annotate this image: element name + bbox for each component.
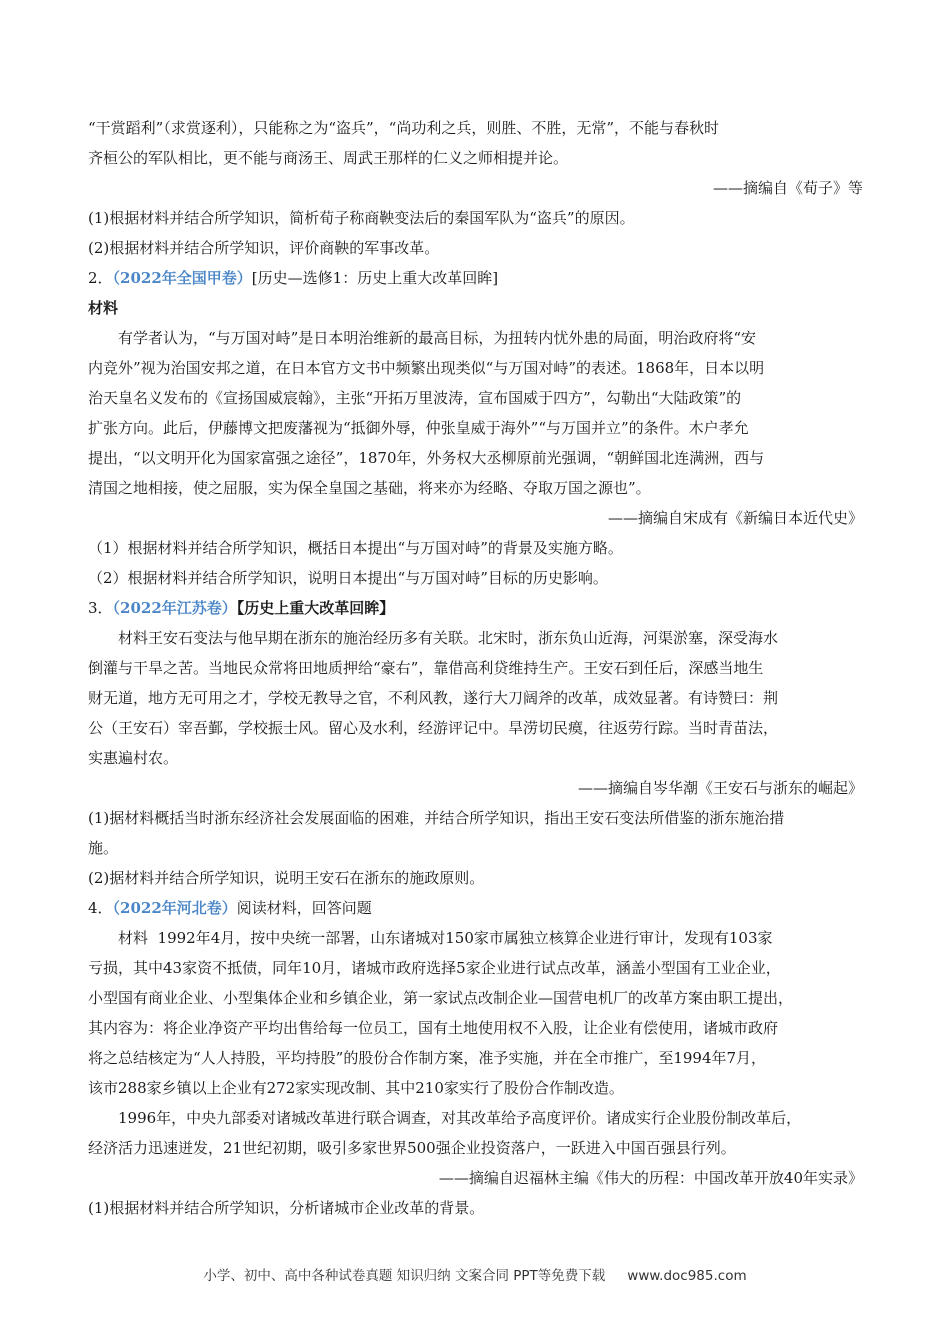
q3-heading [88, 593, 863, 623]
q4-text-line: 经济活力迅速迸发，21世纪初期，吸引多家世界500强企业投资落户，一跃进入中国百强县行列。 [88, 1139, 736, 1157]
q2-text-line: 清国之地相接，使之屈服，实为保全皇国之基础，将来亦为经略、夺取万国之源也”。 [88, 479, 651, 497]
q4-text-line: 亏损，其中43家资不抵债，同年10月，诸城市政府选择5家企业进行试点改革，涵盖小型国有工业企业， [88, 959, 781, 977]
q4-text-line: 其内容为：将企业净资产平均出售给每一位员工，国有土地使用权不入股，让企业有偿使用，诸城市政府 [88, 1019, 779, 1037]
q2-text-line: 提出，“以文明开化为国家富强之途径”，1870年，外务权大丞柳原前光强调，“朝鲜国北连满洲，西与 [88, 449, 765, 467]
q3-text-line: 公（王安石）宰吾鄞，学校振士风。留心及水利，经游评记中。旱涝切民瘼，往返劳行踪。当时青苗法， [88, 719, 779, 737]
document-content [88, 113, 863, 1223]
q3-question-1-cont: 施。 [88, 839, 119, 857]
q1-source: ——摘编自《荀子》等 [712, 179, 863, 197]
q2-text-line: 扩张方向。此后，伊藤博文把废藩视为“抵御外辱，仲张皇威于海外”“与万国并立”的条件。木户孝允 [88, 419, 749, 437]
q1-text-line: 齐桓公的军队相比，更不能与商汤王、周武王那样的仁义之师相提并论。 [88, 149, 569, 167]
q2-number: 2． [88, 269, 113, 287]
q1-text-line: “干赏蹈利”（求赏逐利），只能称之为“盗兵”，“尚功利之兵，则胜、不胜，无常”，不能与春秋时 [88, 119, 720, 137]
q4-number: 4． [88, 899, 113, 917]
q2-heading [88, 263, 863, 293]
q1-question-2: (2)根据材料并结合所学知识，评价商鞅的军事改革。 [88, 239, 440, 257]
q3-question-1: (1)据材料概括当时浙东经济社会发展面临的困难，并结合所学知识，指出王安石变法所借鉴的浙东施治措 [88, 809, 785, 827]
q3-text-line: 财无道，地方无可用之才，学校无教导之官，不利风教，遂行大刀阔斧的改革，成效显著。有诗赞曰：荆 [88, 689, 779, 707]
q2-title: [历史—选修1：历史上重大改革回眸] [251, 269, 499, 287]
q2-question-1: （1）根据材料并结合所学知识，概括日本提出“与万国对峙”的背景及实施方略。 [88, 539, 623, 557]
q3-text-line: 实惠遍村农。 [88, 749, 179, 767]
q4-question-1: (1)根据材料并结合所学知识，分析诸城市企业改革的背景。 [88, 1199, 485, 1217]
q4-heading [88, 893, 863, 923]
q2-text-line: 治天皇名义发布的《宣扬国威宸翰》，主张“开拓万里波涛，宣布国威于四方”，勾勒出“大陆政策”的 [88, 389, 742, 407]
q3-number: 3． [88, 599, 113, 617]
q2-text-line: 有学者认为，“与万国对峙”是日本明治维新的最高目标，为扭转内忧外患的局面，明治政府将“安 [118, 329, 757, 347]
q2-source: ——摘编自宋成有《新编日本近代史》 [607, 509, 863, 527]
footer-text: 小学、初中、高中各种试卷真题 知识归纳 文案合同 PPT等免费下载 [203, 1268, 606, 1284]
q1-question-1: (1)根据材料并结合所学知识，简析荀子称商鞅变法后的秦国军队为“盗兵”的原因。 [88, 209, 635, 227]
q4-source: ——摘编自迟福林主编《伟大的历程：中国改革开放40年实录》 [438, 1169, 863, 1187]
q4-text-line: 将之总结核定为“人人持股，平均持股”的股份合作制方案，准予实施，并在全市推广，至1994年7月， [88, 1049, 767, 1067]
q3-title: 【历史上重大改革回眸】 [236, 599, 395, 617]
q2-material-label: 材料 [88, 299, 119, 317]
q4-text-line: 材料 1992年4月，按中央统一部署，山东诸城对150家市属独立核算企业进行审计，发现有103家 [118, 929, 773, 947]
q3-text-line: 材料王安石变法与他早期在浙东的施治经历多有关联。北宋时，浙东负山近海，河渠淤塞，深受海水 [118, 629, 779, 647]
q3-source: ——摘编自岑华潮《王安石与浙东的崛起》 [577, 779, 863, 797]
q3-question-2: (2)据材料并结合所学知识，说明王安石在浙东的施政原则。 [88, 869, 485, 887]
q2-source-tag: （2022年全国甲卷） [112, 269, 252, 287]
q3-source-tag: （2022年江苏卷） [112, 599, 237, 617]
q4-title: 阅读材料，回答问题 [236, 899, 372, 917]
q4-source-tag: （2022年河北卷） [112, 899, 237, 917]
page-footer [0, 1264, 950, 1284]
footer-url[interactable]: www.doc985.com [627, 1268, 747, 1284]
q3-text-line: 倒灌与干旱之苦。当地民众常将田地质押给“豪右”，靠借高利贷维持生产。王安石到任后，深感当地生 [88, 659, 764, 677]
q4-text-line: 小型国有商业企业、小型集体企业和乡镇企业，第一家试点改制企业—国营电机厂的改革方案由职工提出， [88, 989, 794, 1007]
q2-question-2: （2）根据材料并结合所学知识，说明日本提出“与万国对峙”目标的历史影响。 [88, 569, 608, 587]
q4-text-line: 1996年，中央九部委对诸城改革进行联合调查，对其改革给予高度评价。诸成实行企业股份制改革后， [118, 1109, 802, 1127]
q2-text-line: 内竞外”视为治国安邦之道，在日本官方文书中频繁出现类似“与万国对峙”的表述。1868年，日本以明 [88, 359, 765, 377]
q4-text-line: 该市288家乡镇以上企业有272家实现改制、其中210家实行了股份合作制改造。 [88, 1079, 624, 1097]
